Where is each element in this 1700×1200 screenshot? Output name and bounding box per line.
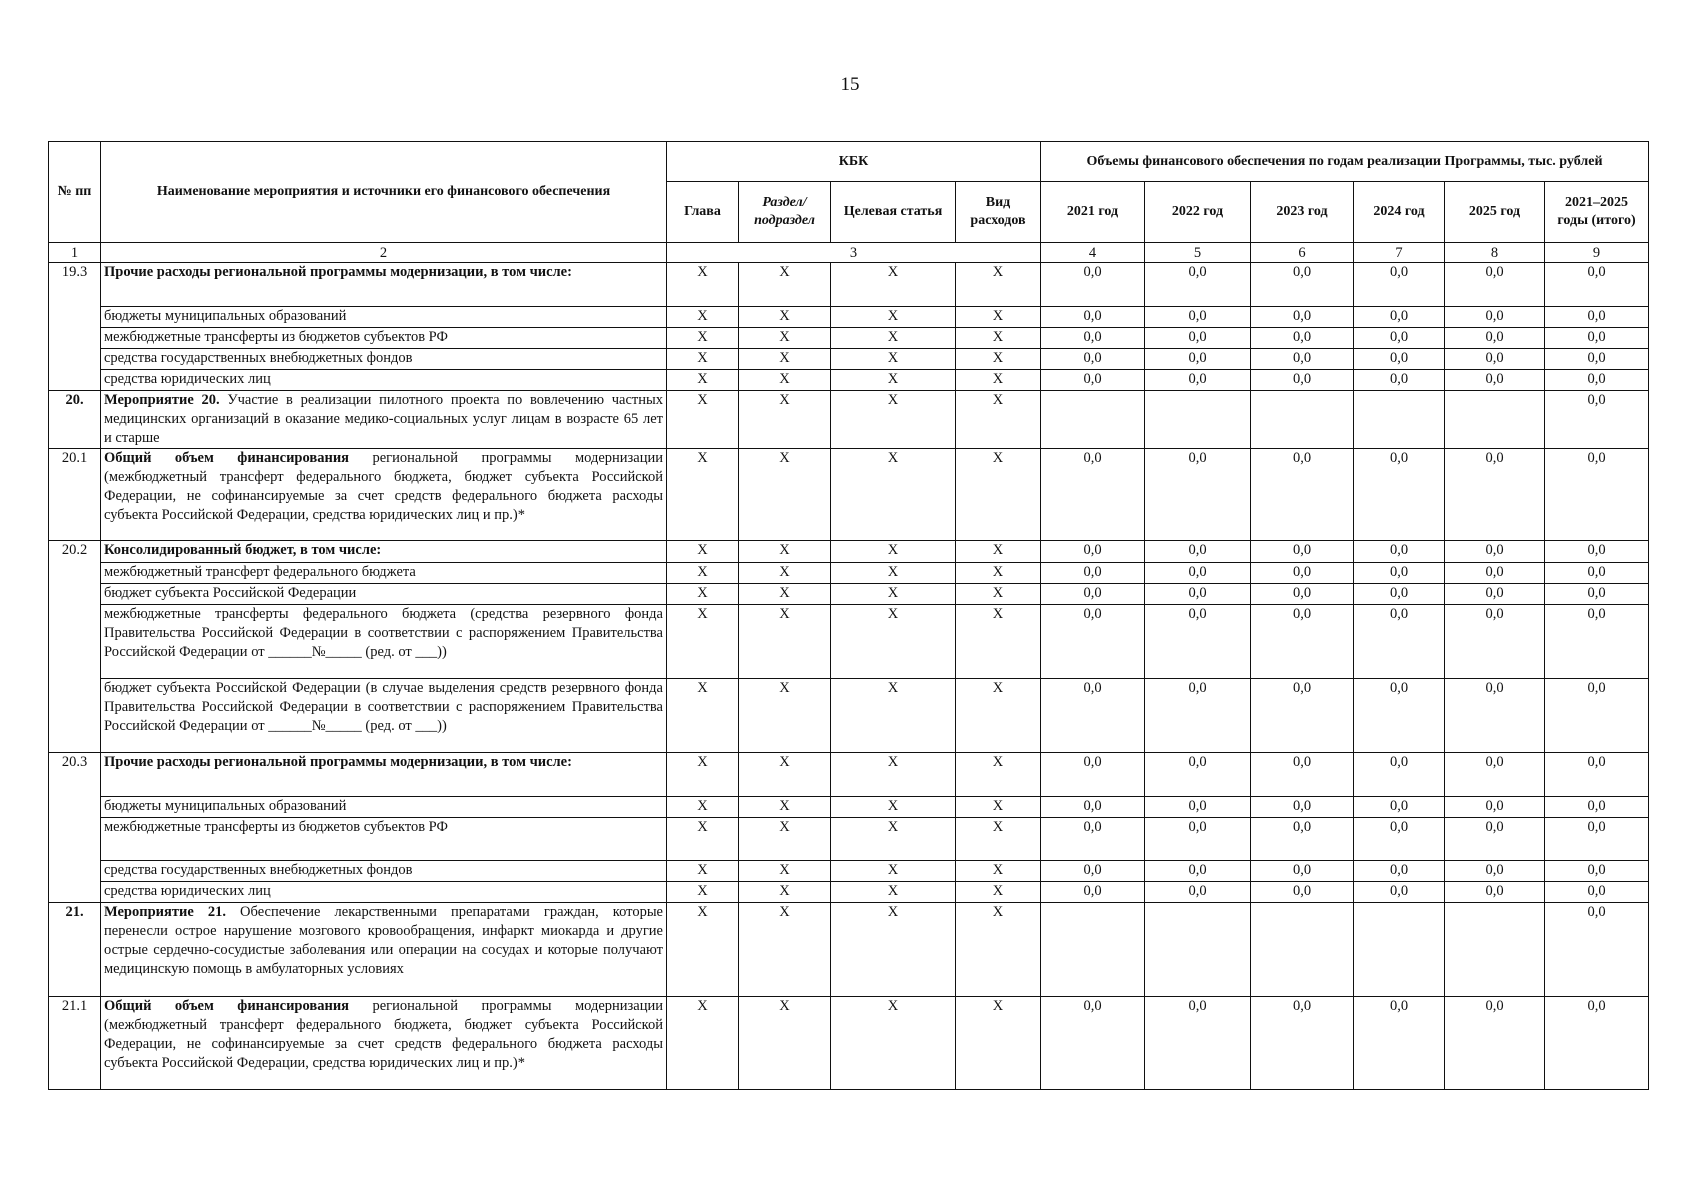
glava-x: X bbox=[667, 263, 739, 307]
value-2025: 0,0 bbox=[1445, 753, 1545, 797]
table-row bbox=[49, 449, 1649, 541]
value-2025: 0,0 bbox=[1445, 605, 1545, 679]
header-2022: 2022 год bbox=[1145, 182, 1251, 243]
table-row bbox=[49, 391, 1649, 449]
vid-x: X bbox=[956, 605, 1041, 679]
glava-x: X bbox=[667, 328, 739, 349]
value-2021: 0,0 bbox=[1041, 307, 1145, 328]
value-2021: 0,0 bbox=[1041, 605, 1145, 679]
header-razdel: Раздел/ подраздел bbox=[739, 182, 831, 243]
row-name bbox=[101, 861, 667, 882]
value-2022 bbox=[1145, 903, 1251, 997]
tselevaya-x: X bbox=[831, 997, 956, 1090]
tselevaya-x: X bbox=[831, 263, 956, 307]
vid-x: X bbox=[956, 584, 1041, 605]
value-total: 0,0 bbox=[1545, 605, 1649, 679]
vid-x: X bbox=[956, 753, 1041, 797]
value-2025: 0,0 bbox=[1445, 307, 1545, 328]
value-2023: 0,0 bbox=[1251, 370, 1354, 391]
value-2022: 0,0 bbox=[1145, 449, 1251, 541]
table-row bbox=[49, 370, 1649, 391]
value-2025: 0,0 bbox=[1445, 679, 1545, 753]
tselevaya-x: X bbox=[831, 818, 956, 861]
value-total: 0,0 bbox=[1545, 370, 1649, 391]
row-name-text: межбюджетный трансферт федерального бюджета bbox=[104, 564, 416, 580]
row-name-bold: Мероприятие 21. bbox=[104, 904, 226, 920]
tselevaya-x: X bbox=[831, 605, 956, 679]
glava-x: X bbox=[667, 449, 739, 541]
row-number: 21.1 bbox=[49, 997, 101, 1090]
razdel-x: X bbox=[739, 370, 831, 391]
value-total: 0,0 bbox=[1545, 391, 1649, 449]
value-2021: 0,0 bbox=[1041, 349, 1145, 370]
row-name bbox=[101, 797, 667, 818]
vid-x: X bbox=[956, 903, 1041, 997]
value-2023: 0,0 bbox=[1251, 997, 1354, 1090]
row-number: 20.2 bbox=[49, 541, 101, 753]
row-name-bold: Общий объем финансирования bbox=[104, 450, 350, 466]
razdel-x: X bbox=[739, 903, 831, 997]
value-2023: 0,0 bbox=[1251, 861, 1354, 882]
col-number: 1 bbox=[49, 243, 101, 263]
row-name bbox=[101, 563, 667, 584]
glava-x: X bbox=[667, 584, 739, 605]
row-name-text: бюджет субъекта Российской Федерации bbox=[104, 585, 357, 601]
value-2025: 0,0 bbox=[1445, 861, 1545, 882]
value-2022: 0,0 bbox=[1145, 328, 1251, 349]
header-kbk: КБК bbox=[667, 142, 1041, 182]
value-2023: 0,0 bbox=[1251, 797, 1354, 818]
value-total: 0,0 bbox=[1545, 818, 1649, 861]
tselevaya-x: X bbox=[831, 797, 956, 818]
col-number: 2 bbox=[101, 243, 667, 263]
col-number: 7 bbox=[1354, 243, 1445, 263]
razdel-x: X bbox=[739, 307, 831, 328]
row-name-text: средства государственных внебюджетных фондов bbox=[104, 862, 413, 878]
row-name bbox=[101, 818, 667, 861]
value-2023 bbox=[1251, 391, 1354, 449]
value-2024: 0,0 bbox=[1354, 307, 1445, 328]
row-name-text: средства юридических лиц bbox=[104, 883, 271, 899]
value-2022: 0,0 bbox=[1145, 882, 1251, 903]
table-row bbox=[49, 861, 1649, 882]
row-name-text: бюджеты муниципальных образований bbox=[104, 308, 347, 324]
value-2024: 0,0 bbox=[1354, 679, 1445, 753]
table-row bbox=[49, 307, 1649, 328]
row-name bbox=[101, 903, 667, 997]
value-2022: 0,0 bbox=[1145, 263, 1251, 307]
glava-x: X bbox=[667, 370, 739, 391]
row-name-text: Участие в реализации пилотного проекта по вовлечению частных медицинских организаций в оказание медико-социальных услуг лицам в возрасте 65 лет и старше bbox=[104, 392, 663, 446]
row-name-bold: Прочие расходы региональной программы модернизации, в том числе: bbox=[104, 754, 572, 770]
table-row bbox=[49, 605, 1649, 679]
razdel-x: X bbox=[739, 328, 831, 349]
vid-x: X bbox=[956, 818, 1041, 861]
razdel-x: X bbox=[739, 861, 831, 882]
value-2021: 0,0 bbox=[1041, 861, 1145, 882]
value-2022: 0,0 bbox=[1145, 349, 1251, 370]
row-name bbox=[101, 391, 667, 449]
table-row bbox=[49, 349, 1649, 370]
razdel-x: X bbox=[739, 584, 831, 605]
value-2022: 0,0 bbox=[1145, 307, 1251, 328]
header-2024: 2024 год bbox=[1354, 182, 1445, 243]
value-2025: 0,0 bbox=[1445, 882, 1545, 903]
value-total: 0,0 bbox=[1545, 861, 1649, 882]
value-2021: 0,0 bbox=[1041, 328, 1145, 349]
value-2021: 0,0 bbox=[1041, 818, 1145, 861]
tselevaya-x: X bbox=[831, 882, 956, 903]
row-name-text: региональной программы модернизации (межбюджетный трансферт федерального бюджета, бюджет субъекта Российской Федерации, не софинансируемые за счет средств федерального бюджета расходы субъекта Российской Федерации, средства юридических лиц и пр.)* bbox=[104, 450, 664, 523]
row-name bbox=[101, 605, 667, 679]
value-2021: 0,0 bbox=[1041, 563, 1145, 584]
value-total: 0,0 bbox=[1545, 263, 1649, 307]
razdel-x: X bbox=[739, 349, 831, 370]
row-name bbox=[101, 263, 667, 307]
glava-x: X bbox=[667, 541, 739, 563]
row-name-text: Обеспечение лекарственными препаратами граждан, которые перенесли острое нарушение мозгового кровообращения, инфаркт миокарда и другие острые сердечно-сосудистые заболевания или операции на сосудах и которые получают медицинскую помощь в амбулаторных условиях bbox=[104, 904, 663, 977]
value-2025: 0,0 bbox=[1445, 349, 1545, 370]
row-name bbox=[101, 679, 667, 753]
vid-x: X bbox=[956, 328, 1041, 349]
column-numbers-row bbox=[49, 243, 1649, 263]
razdel-x: X bbox=[739, 605, 831, 679]
row-name bbox=[101, 584, 667, 605]
tselevaya-x: X bbox=[831, 861, 956, 882]
header-volumes: Объемы финансового обеспечения по годам реализации Программы, тыс. рублей bbox=[1041, 142, 1649, 182]
row-name-bold: Прочие расходы региональной программы модернизации, в том числе: bbox=[104, 264, 572, 280]
value-2024: 0,0 bbox=[1354, 753, 1445, 797]
value-2023: 0,0 bbox=[1251, 584, 1354, 605]
value-total: 0,0 bbox=[1545, 449, 1649, 541]
value-total: 0,0 bbox=[1545, 584, 1649, 605]
value-2022: 0,0 bbox=[1145, 679, 1251, 753]
tselevaya-x: X bbox=[831, 584, 956, 605]
row-number: 21. bbox=[49, 903, 101, 997]
value-2025: 0,0 bbox=[1445, 797, 1545, 818]
vid-x: X bbox=[956, 997, 1041, 1090]
value-2021: 0,0 bbox=[1041, 449, 1145, 541]
value-2022: 0,0 bbox=[1145, 541, 1251, 563]
value-total: 0,0 bbox=[1545, 563, 1649, 584]
tselevaya-x: X bbox=[831, 391, 956, 449]
value-2023: 0,0 bbox=[1251, 818, 1354, 861]
razdel-x: X bbox=[739, 679, 831, 753]
vid-x: X bbox=[956, 263, 1041, 307]
value-2025: 0,0 bbox=[1445, 328, 1545, 349]
value-2024: 0,0 bbox=[1354, 818, 1445, 861]
value-2024: 0,0 bbox=[1354, 605, 1445, 679]
vid-x: X bbox=[956, 679, 1041, 753]
row-name bbox=[101, 541, 667, 563]
value-2021: 0,0 bbox=[1041, 797, 1145, 818]
value-2024: 0,0 bbox=[1354, 563, 1445, 584]
value-2022: 0,0 bbox=[1145, 797, 1251, 818]
razdel-x: X bbox=[739, 753, 831, 797]
value-2022 bbox=[1145, 391, 1251, 449]
value-total: 0,0 bbox=[1545, 541, 1649, 563]
value-2021 bbox=[1041, 391, 1145, 449]
value-2023: 0,0 bbox=[1251, 328, 1354, 349]
row-number: 20. bbox=[49, 391, 101, 449]
col-number: 4 bbox=[1041, 243, 1145, 263]
value-2024: 0,0 bbox=[1354, 541, 1445, 563]
value-2023: 0,0 bbox=[1251, 882, 1354, 903]
value-2023: 0,0 bbox=[1251, 263, 1354, 307]
value-2023: 0,0 bbox=[1251, 541, 1354, 563]
value-total: 0,0 bbox=[1545, 328, 1649, 349]
value-2021: 0,0 bbox=[1041, 997, 1145, 1090]
tselevaya-x: X bbox=[831, 370, 956, 391]
value-2023 bbox=[1251, 903, 1354, 997]
table-row bbox=[49, 328, 1649, 349]
tselevaya-x: X bbox=[831, 328, 956, 349]
tselevaya-x: X bbox=[831, 307, 956, 328]
row-name-text: межбюджетные трансферты из бюджетов субъектов РФ bbox=[104, 819, 448, 835]
value-total: 0,0 bbox=[1545, 679, 1649, 753]
row-name-text: средства государственных внебюджетных фондов bbox=[104, 350, 413, 366]
value-2025 bbox=[1445, 391, 1545, 449]
tselevaya-x: X bbox=[831, 541, 956, 563]
vid-x: X bbox=[956, 349, 1041, 370]
value-total: 0,0 bbox=[1545, 797, 1649, 818]
value-2024: 0,0 bbox=[1354, 449, 1445, 541]
value-2023: 0,0 bbox=[1251, 307, 1354, 328]
row-name bbox=[101, 882, 667, 903]
vid-x: X bbox=[956, 797, 1041, 818]
value-2023: 0,0 bbox=[1251, 563, 1354, 584]
glava-x: X bbox=[667, 861, 739, 882]
row-name-text: средства юридических лиц bbox=[104, 371, 271, 387]
col-number: 8 bbox=[1445, 243, 1545, 263]
glava-x: X bbox=[667, 753, 739, 797]
row-name bbox=[101, 349, 667, 370]
value-2025 bbox=[1445, 903, 1545, 997]
value-2023: 0,0 bbox=[1251, 753, 1354, 797]
value-2024: 0,0 bbox=[1354, 349, 1445, 370]
table-row bbox=[49, 818, 1649, 861]
value-2024 bbox=[1354, 391, 1445, 449]
glava-x: X bbox=[667, 882, 739, 903]
header-2025: 2025 год bbox=[1445, 182, 1545, 243]
value-total: 0,0 bbox=[1545, 997, 1649, 1090]
row-name bbox=[101, 307, 667, 328]
value-2024: 0,0 bbox=[1354, 882, 1445, 903]
value-2022: 0,0 bbox=[1145, 818, 1251, 861]
glava-x: X bbox=[667, 797, 739, 818]
razdel-x: X bbox=[739, 263, 831, 307]
glava-x: X bbox=[667, 307, 739, 328]
value-2025: 0,0 bbox=[1445, 584, 1545, 605]
value-2024: 0,0 bbox=[1354, 328, 1445, 349]
table-row bbox=[49, 263, 1649, 307]
header-glava: Глава bbox=[667, 182, 739, 243]
tselevaya-x: X bbox=[831, 679, 956, 753]
glava-x: X bbox=[667, 903, 739, 997]
value-2021: 0,0 bbox=[1041, 370, 1145, 391]
row-name bbox=[101, 997, 667, 1090]
row-name-bold: Общий объем финансирования bbox=[104, 998, 350, 1014]
glava-x: X bbox=[667, 563, 739, 584]
razdel-x: X bbox=[739, 563, 831, 584]
row-name-text: межбюджетные трансферты федерального бюджета (средства резервного фонда Правительства Российской Федерации в соответствии с распоряжением Правительства Российской Федерации от ______№_____ (ред. от ___)) bbox=[104, 606, 663, 660]
glava-x: X bbox=[667, 818, 739, 861]
header-num: № пп bbox=[49, 142, 101, 243]
table-row bbox=[49, 563, 1649, 584]
tselevaya-x: X bbox=[831, 563, 956, 584]
value-2021: 0,0 bbox=[1041, 679, 1145, 753]
row-number: 20.3 bbox=[49, 753, 101, 903]
vid-x: X bbox=[956, 370, 1041, 391]
vid-x: X bbox=[956, 563, 1041, 584]
glava-x: X bbox=[667, 349, 739, 370]
vid-x: X bbox=[956, 541, 1041, 563]
financing-table bbox=[48, 141, 1649, 1090]
header-name: Наименование мероприятия и источники его финансового обеспечения bbox=[101, 142, 667, 243]
value-total: 0,0 bbox=[1545, 307, 1649, 328]
col-number: 6 bbox=[1251, 243, 1354, 263]
vid-x: X bbox=[956, 882, 1041, 903]
value-2024 bbox=[1354, 903, 1445, 997]
value-2024: 0,0 bbox=[1354, 370, 1445, 391]
table-row bbox=[49, 679, 1649, 753]
razdel-x: X bbox=[739, 818, 831, 861]
value-2021: 0,0 bbox=[1041, 584, 1145, 605]
row-name bbox=[101, 370, 667, 391]
vid-x: X bbox=[956, 307, 1041, 328]
value-total: 0,0 bbox=[1545, 882, 1649, 903]
row-name-text: бюджеты муниципальных образований bbox=[104, 798, 347, 814]
razdel-x: X bbox=[739, 882, 831, 903]
value-total: 0,0 bbox=[1545, 753, 1649, 797]
value-2021: 0,0 bbox=[1041, 263, 1145, 307]
value-2024: 0,0 bbox=[1354, 861, 1445, 882]
row-number: 20.1 bbox=[49, 449, 101, 541]
value-2022: 0,0 bbox=[1145, 861, 1251, 882]
glava-x: X bbox=[667, 605, 739, 679]
razdel-x: X bbox=[739, 541, 831, 563]
value-2022: 0,0 bbox=[1145, 584, 1251, 605]
value-2021: 0,0 bbox=[1041, 882, 1145, 903]
value-2025: 0,0 bbox=[1445, 449, 1545, 541]
row-name-bold: Мероприятие 20. bbox=[104, 392, 220, 408]
value-2023: 0,0 bbox=[1251, 679, 1354, 753]
table-row bbox=[49, 997, 1649, 1090]
value-2023: 0,0 bbox=[1251, 449, 1354, 541]
value-2025: 0,0 bbox=[1445, 541, 1545, 563]
value-2021 bbox=[1041, 903, 1145, 997]
value-total: 0,0 bbox=[1545, 903, 1649, 997]
razdel-x: X bbox=[739, 391, 831, 449]
value-2024: 0,0 bbox=[1354, 997, 1445, 1090]
vid-x: X bbox=[956, 391, 1041, 449]
value-2025: 0,0 bbox=[1445, 818, 1545, 861]
col-number: 3 bbox=[667, 243, 1041, 263]
header-tselevaya: Целевая статья bbox=[831, 182, 956, 243]
razdel-x: X bbox=[739, 997, 831, 1090]
table-row bbox=[49, 882, 1649, 903]
razdel-x: X bbox=[739, 449, 831, 541]
value-2025: 0,0 bbox=[1445, 370, 1545, 391]
row-name bbox=[101, 449, 667, 541]
row-number: 19.3 bbox=[49, 263, 101, 391]
tselevaya-x: X bbox=[831, 349, 956, 370]
glava-x: X bbox=[667, 997, 739, 1090]
vid-x: X bbox=[956, 449, 1041, 541]
header-2023: 2023 год bbox=[1251, 182, 1354, 243]
tselevaya-x: X bbox=[831, 903, 956, 997]
value-2024: 0,0 bbox=[1354, 584, 1445, 605]
value-2025: 0,0 bbox=[1445, 263, 1545, 307]
tselevaya-x: X bbox=[831, 753, 956, 797]
header-vid: Вид расходов bbox=[956, 182, 1041, 243]
row-name-bold: Консолидированный бюджет, в том числе: bbox=[104, 542, 382, 558]
table-row bbox=[49, 584, 1649, 605]
row-name bbox=[101, 753, 667, 797]
value-2023: 0,0 bbox=[1251, 349, 1354, 370]
value-2021: 0,0 bbox=[1041, 541, 1145, 563]
tselevaya-x: X bbox=[831, 449, 956, 541]
page-number: 15 bbox=[840, 74, 860, 95]
value-2021: 0,0 bbox=[1041, 753, 1145, 797]
value-2025: 0,0 bbox=[1445, 563, 1545, 584]
value-2022: 0,0 bbox=[1145, 997, 1251, 1090]
razdel-x: X bbox=[739, 797, 831, 818]
value-2025: 0,0 bbox=[1445, 997, 1545, 1090]
value-2022: 0,0 bbox=[1145, 563, 1251, 584]
header-2021: 2021 год bbox=[1041, 182, 1145, 243]
header-total: 2021–2025 годы (итого) bbox=[1545, 182, 1649, 243]
value-2022: 0,0 bbox=[1145, 605, 1251, 679]
glava-x: X bbox=[667, 391, 739, 449]
row-name-text: бюджет субъекта Российской Федерации (в случае выделения средств резервного фонда Правительства Российской Федерации в соответствии с распоряжением Правительства Российской Федерации от ______№_____ (ред. от ___)) bbox=[104, 680, 663, 734]
table-row bbox=[49, 903, 1649, 997]
row-name bbox=[101, 328, 667, 349]
value-2024: 0,0 bbox=[1354, 263, 1445, 307]
glava-x: X bbox=[667, 679, 739, 753]
row-name-text: межбюджетные трансферты из бюджетов субъектов РФ bbox=[104, 329, 448, 345]
value-2024: 0,0 bbox=[1354, 797, 1445, 818]
col-number: 5 bbox=[1145, 243, 1251, 263]
value-2023: 0,0 bbox=[1251, 605, 1354, 679]
vid-x: X bbox=[956, 861, 1041, 882]
col-number: 9 bbox=[1545, 243, 1649, 263]
table-row bbox=[49, 541, 1649, 563]
table-row bbox=[49, 797, 1649, 818]
row-name-text: региональной программы модернизации (межбюджетный трансферт федерального бюджета, бюджет субъекта Российской Федерации, не софинансируемые за счет средств федерального бюджета расходы субъекта Российской Федерации, средства юридических лиц и пр.)* bbox=[104, 998, 664, 1071]
value-total: 0,0 bbox=[1545, 349, 1649, 370]
table-row bbox=[49, 753, 1649, 797]
value-2022: 0,0 bbox=[1145, 370, 1251, 391]
value-2022: 0,0 bbox=[1145, 753, 1251, 797]
